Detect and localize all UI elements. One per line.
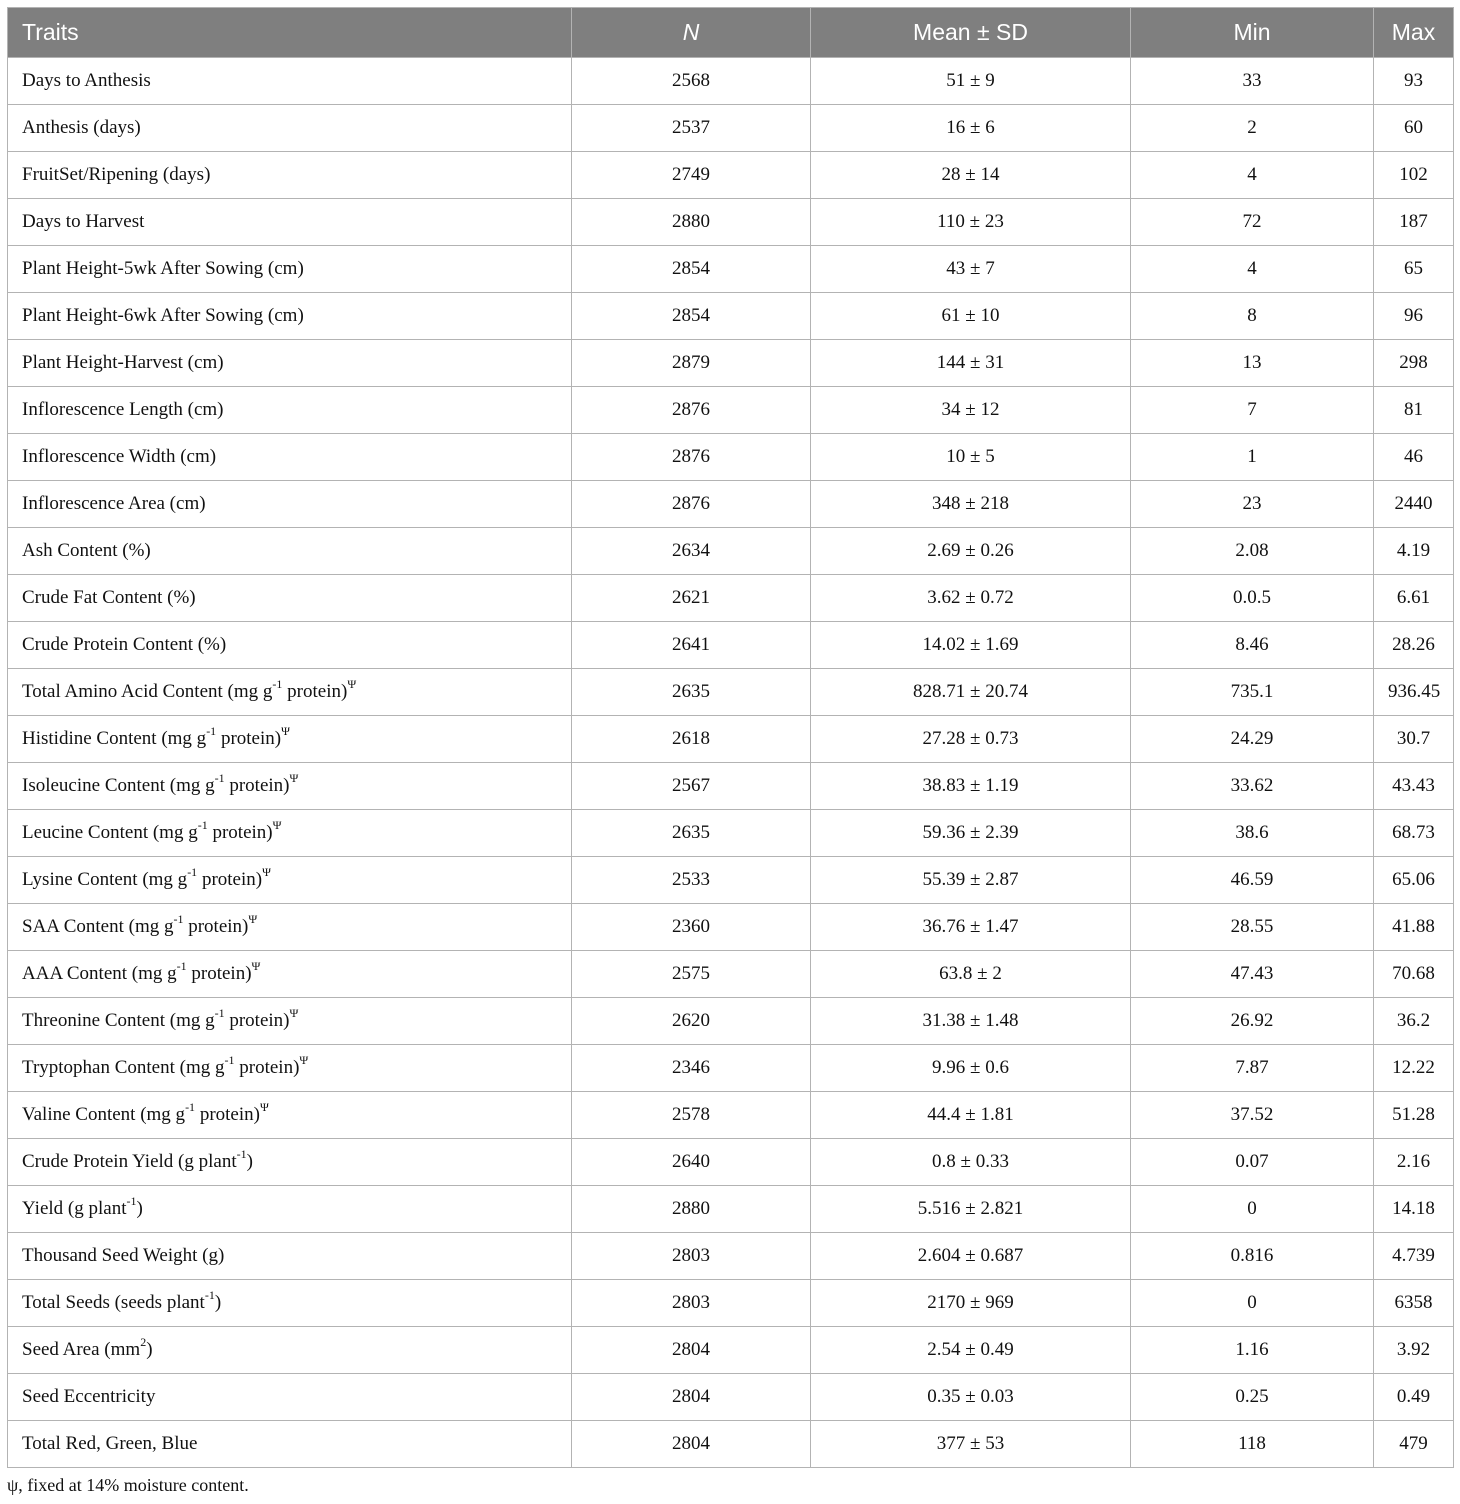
trait-superscript: -1 xyxy=(126,1193,137,1208)
cell-mean-sd: 377 ± 53 xyxy=(811,1421,1131,1468)
cell-n: 2533 xyxy=(572,857,811,904)
cell-mean-sd: 828.71 ± 20.74 xyxy=(811,669,1131,716)
cell-trait xyxy=(8,763,572,810)
cell-n: 2621 xyxy=(572,575,811,622)
cell-max: 36.2 xyxy=(1374,998,1454,1045)
trait-footnote-mark: Ψ xyxy=(299,1052,309,1067)
trait-text-rest: protein) xyxy=(183,916,249,937)
cell-min: 8.46 xyxy=(1131,622,1374,669)
cell-n: 2804 xyxy=(572,1421,811,1468)
cell-min: 28.55 xyxy=(1131,904,1374,951)
cell-max: 68.73 xyxy=(1374,810,1454,857)
cell-min: 1 xyxy=(1131,434,1374,481)
cell-trait xyxy=(8,481,572,528)
cell-n: 2854 xyxy=(572,246,811,293)
cell-min: 33 xyxy=(1131,58,1374,105)
trait-text: Crude Protein Yield (g plant xyxy=(22,1151,237,1172)
trait-superscript: -1 xyxy=(187,864,198,879)
table-row xyxy=(8,904,1454,951)
cell-min: 118 xyxy=(1131,1421,1374,1468)
cell-mean-sd: 59.36 ± 2.39 xyxy=(811,810,1131,857)
cell-trait xyxy=(8,810,572,857)
cell-trait xyxy=(8,857,572,904)
cell-n: 2575 xyxy=(572,951,811,998)
cell-min: 4 xyxy=(1131,152,1374,199)
cell-max: 65.06 xyxy=(1374,857,1454,904)
cell-mean-sd: 38.83 ± 1.19 xyxy=(811,763,1131,810)
trait-text-rest: protein) xyxy=(224,1010,290,1031)
cell-n: 2537 xyxy=(572,105,811,152)
cell-mean-sd: 110 ± 23 xyxy=(811,199,1131,246)
cell-trait xyxy=(8,340,572,387)
cell-max: 46 xyxy=(1374,434,1454,481)
trait-text: AAA Content (mg g xyxy=(22,963,177,984)
cell-n: 2876 xyxy=(572,434,811,481)
cell-max: 298 xyxy=(1374,340,1454,387)
table-row xyxy=(8,1045,1454,1092)
trait-footnote-mark: Ψ xyxy=(259,1099,269,1114)
cell-n: 2879 xyxy=(572,340,811,387)
cell-min: 735.1 xyxy=(1131,669,1374,716)
trait-text: Crude Fat Content (%) xyxy=(22,587,196,608)
header-n: N xyxy=(572,8,811,58)
trait-text: Total Seeds (seeds plant xyxy=(22,1292,205,1313)
trait-text-rest: protein) xyxy=(234,1057,300,1078)
cell-mean-sd: 55.39 ± 2.87 xyxy=(811,857,1131,904)
cell-max: 96 xyxy=(1374,293,1454,340)
cell-min: 72 xyxy=(1131,199,1374,246)
trait-text: Total Red, Green, Blue xyxy=(22,1433,198,1454)
cell-max: 4.739 xyxy=(1374,1233,1454,1280)
cell-mean-sd: 28 ± 14 xyxy=(811,152,1131,199)
cell-max: 60 xyxy=(1374,105,1454,152)
cell-n: 2880 xyxy=(572,199,811,246)
cell-min: 1.16 xyxy=(1131,1327,1374,1374)
cell-trait xyxy=(8,716,572,763)
cell-max: 14.18 xyxy=(1374,1186,1454,1233)
header-max: Max xyxy=(1374,8,1454,58)
trait-text-rest: protein) xyxy=(282,681,348,702)
cell-n: 2634 xyxy=(572,528,811,575)
cell-n: 2620 xyxy=(572,998,811,1045)
cell-trait xyxy=(8,387,572,434)
table-row xyxy=(8,998,1454,1045)
trait-text: Histidine Content (mg g xyxy=(22,728,207,749)
header-traits: Traits xyxy=(8,8,572,58)
trait-text: Isoleucine Content (mg g xyxy=(22,775,215,796)
table-row xyxy=(8,1327,1454,1374)
cell-trait xyxy=(8,58,572,105)
trait-text: Seed Area (mm xyxy=(22,1339,141,1360)
cell-min: 38.6 xyxy=(1131,810,1374,857)
cell-n: 2880 xyxy=(572,1186,811,1233)
table-row xyxy=(8,199,1454,246)
cell-max: 70.68 xyxy=(1374,951,1454,998)
cell-mean-sd: 14.02 ± 1.69 xyxy=(811,622,1131,669)
cell-mean-sd: 9.96 ± 0.6 xyxy=(811,1045,1131,1092)
trait-text-rest: protein) xyxy=(195,1104,260,1125)
table-row xyxy=(8,434,1454,481)
trait-superscript: -1 xyxy=(272,676,283,691)
trait-superscript: -1 xyxy=(197,817,208,832)
cell-mean-sd: 27.28 ± 0.73 xyxy=(811,716,1131,763)
cell-mean-sd: 34 ± 12 xyxy=(811,387,1131,434)
trait-superscript: -1 xyxy=(173,911,184,926)
cell-mean-sd: 5.516 ± 2.821 xyxy=(811,1186,1131,1233)
trait-text-rest: protein) xyxy=(224,775,290,796)
cell-max: 28.26 xyxy=(1374,622,1454,669)
trait-superscript: 2 xyxy=(140,1334,147,1349)
trait-text-rest: protein) xyxy=(216,728,282,749)
table-row xyxy=(8,340,1454,387)
cell-max: 2440 xyxy=(1374,481,1454,528)
trait-superscript: -1 xyxy=(214,770,225,785)
table-row xyxy=(8,481,1454,528)
trait-footnote-mark: Ψ xyxy=(262,864,271,879)
cell-n: 2360 xyxy=(572,904,811,951)
cell-n: 2641 xyxy=(572,622,811,669)
cell-mean-sd: 2.604 ± 0.687 xyxy=(811,1233,1131,1280)
table-row xyxy=(8,1139,1454,1186)
cell-max: 3.92 xyxy=(1374,1327,1454,1374)
trait-superscript: -1 xyxy=(236,1146,247,1161)
cell-n: 2749 xyxy=(572,152,811,199)
trait-footnote-mark: Ψ xyxy=(347,676,357,691)
trait-text-rest: protein) xyxy=(197,869,263,890)
table-header-row xyxy=(8,8,1454,58)
trait-text: Inflorescence Width (cm) xyxy=(22,446,217,467)
trait-text: Crude Protein Content (%) xyxy=(22,634,227,655)
cell-mean-sd: 0.8 ± 0.33 xyxy=(811,1139,1131,1186)
cell-min: 46.59 xyxy=(1131,857,1374,904)
cell-trait xyxy=(8,1045,572,1092)
cell-mean-sd: 43 ± 7 xyxy=(811,246,1131,293)
cell-mean-sd: 2170 ± 969 xyxy=(811,1280,1131,1327)
trait-footnote-mark: Ψ xyxy=(272,817,282,832)
table-row xyxy=(8,810,1454,857)
cell-mean-sd: 2.69 ± 0.26 xyxy=(811,528,1131,575)
cell-mean-sd: 0.35 ± 0.03 xyxy=(811,1374,1131,1421)
cell-trait xyxy=(8,1374,572,1421)
cell-trait xyxy=(8,199,572,246)
trait-text: Tryptophan Content (mg g xyxy=(22,1057,225,1078)
cell-max: 65 xyxy=(1374,246,1454,293)
cell-mean-sd: 61 ± 10 xyxy=(811,293,1131,340)
cell-max: 4.19 xyxy=(1374,528,1454,575)
table-row xyxy=(8,1233,1454,1280)
cell-mean-sd: 36.76 ± 1.47 xyxy=(811,904,1131,951)
cell-n: 2803 xyxy=(572,1280,811,1327)
cell-trait xyxy=(8,669,572,716)
cell-trait xyxy=(8,904,572,951)
table-row xyxy=(8,1092,1454,1139)
cell-max: 102 xyxy=(1374,152,1454,199)
table-row xyxy=(8,1421,1454,1468)
cell-min: 47.43 xyxy=(1131,951,1374,998)
trait-text: Plant Height-5wk After Sowing (cm) xyxy=(22,258,304,279)
trait-text: Inflorescence Length (cm) xyxy=(22,399,224,420)
cell-max: 936.45 xyxy=(1374,669,1454,716)
cell-max: 6358 xyxy=(1374,1280,1454,1327)
trait-text-rest: ) xyxy=(136,1198,143,1219)
table-row xyxy=(8,622,1454,669)
trait-text-rest: ) xyxy=(246,1151,253,1172)
cell-n: 2804 xyxy=(572,1327,811,1374)
trait-text: Plant Height-6wk After Sowing (cm) xyxy=(22,305,304,326)
cell-min: 0 xyxy=(1131,1186,1374,1233)
table-row xyxy=(8,575,1454,622)
trait-text: Days to Anthesis xyxy=(22,70,151,91)
cell-max: 0.49 xyxy=(1374,1374,1454,1421)
trait-text: Leucine Content (mg g xyxy=(22,822,198,843)
trait-superscript: -1 xyxy=(206,723,217,738)
cell-min: 37.52 xyxy=(1131,1092,1374,1139)
trait-footnote-mark: Ψ xyxy=(251,958,261,973)
cell-max: 41.88 xyxy=(1374,904,1454,951)
cell-trait xyxy=(8,575,572,622)
cell-mean-sd: 16 ± 6 xyxy=(811,105,1131,152)
cell-n: 2568 xyxy=(572,58,811,105)
cell-trait xyxy=(8,1092,572,1139)
cell-mean-sd: 144 ± 31 xyxy=(811,340,1131,387)
cell-n: 2635 xyxy=(572,810,811,857)
table-row xyxy=(8,528,1454,575)
trait-superscript: -1 xyxy=(224,1052,235,1067)
table-row xyxy=(8,58,1454,105)
cell-trait xyxy=(8,1327,572,1374)
cell-n: 2346 xyxy=(572,1045,811,1092)
trait-text: Seed Eccentricity xyxy=(22,1386,156,1407)
trait-superscript: -1 xyxy=(176,958,187,973)
trait-superscript: -1 xyxy=(185,1099,196,1114)
trait-text: Days to Harvest xyxy=(22,211,145,232)
cell-max: 187 xyxy=(1374,199,1454,246)
cell-min: 0.0.5 xyxy=(1131,575,1374,622)
cell-min: 13 xyxy=(1131,340,1374,387)
cell-n: 2618 xyxy=(572,716,811,763)
trait-footnote-mark: Ψ xyxy=(289,1005,299,1020)
table-footnote: ψ, fixed at 14% moisture content. xyxy=(7,1475,249,1495)
cell-trait xyxy=(8,1139,572,1186)
traits-table xyxy=(7,7,1454,1468)
cell-trait xyxy=(8,528,572,575)
cell-n: 2854 xyxy=(572,293,811,340)
trait-text: Thousand Seed Weight (g) xyxy=(22,1245,225,1266)
cell-max: 93 xyxy=(1374,58,1454,105)
cell-n: 2635 xyxy=(572,669,811,716)
table-row xyxy=(8,152,1454,199)
table-container xyxy=(7,7,1453,1468)
table-row xyxy=(8,669,1454,716)
cell-mean-sd: 3.62 ± 0.72 xyxy=(811,575,1131,622)
cell-trait xyxy=(8,1186,572,1233)
table-row xyxy=(8,857,1454,904)
header-min: Min xyxy=(1131,8,1374,58)
cell-min: 23 xyxy=(1131,481,1374,528)
cell-trait xyxy=(8,105,572,152)
cell-trait xyxy=(8,951,572,998)
cell-max: 81 xyxy=(1374,387,1454,434)
cell-n: 2640 xyxy=(572,1139,811,1186)
trait-footnote-mark: Ψ xyxy=(289,770,299,785)
trait-text: Yield (g plant xyxy=(22,1198,127,1219)
trait-text: Plant Height-Harvest (cm) xyxy=(22,352,224,373)
trait-text: Lysine Content (mg g xyxy=(22,869,188,890)
trait-text: Valine Content (mg g xyxy=(22,1104,186,1125)
cell-min: 2.08 xyxy=(1131,528,1374,575)
trait-text-rest: ) xyxy=(214,1292,222,1313)
trait-text: SAA Content (mg g xyxy=(22,916,174,937)
cell-min: 33.62 xyxy=(1131,763,1374,810)
cell-min: 24.29 xyxy=(1131,716,1374,763)
trait-text: Anthesis (days) xyxy=(22,117,141,138)
cell-trait xyxy=(8,1233,572,1280)
cell-mean-sd: 31.38 ± 1.48 xyxy=(811,998,1131,1045)
trait-text-rest: protein) xyxy=(207,822,273,843)
table-row xyxy=(8,951,1454,998)
trait-text: Total Amino Acid Content (mg g xyxy=(22,681,273,702)
cell-min: 0.07 xyxy=(1131,1139,1374,1186)
cell-mean-sd: 2.54 ± 0.49 xyxy=(811,1327,1131,1374)
cell-n: 2578 xyxy=(572,1092,811,1139)
cell-min: 0.816 xyxy=(1131,1233,1374,1280)
cell-trait xyxy=(8,246,572,293)
cell-n: 2876 xyxy=(572,481,811,528)
cell-min: 8 xyxy=(1131,293,1374,340)
cell-trait xyxy=(8,622,572,669)
trait-text: FruitSet/Ripening (days) xyxy=(22,164,211,185)
cell-trait xyxy=(8,998,572,1045)
table-row xyxy=(8,763,1454,810)
cell-min: 7 xyxy=(1131,387,1374,434)
cell-max: 2.16 xyxy=(1374,1139,1454,1186)
trait-footnote-mark: Ψ xyxy=(281,723,290,738)
table-row xyxy=(8,716,1454,763)
cell-max: 30.7 xyxy=(1374,716,1454,763)
cell-min: 7.87 xyxy=(1131,1045,1374,1092)
cell-mean-sd: 63.8 ± 2 xyxy=(811,951,1131,998)
cell-mean-sd: 10 ± 5 xyxy=(811,434,1131,481)
cell-trait xyxy=(8,1421,572,1468)
header-mean-sd: Mean ± SD xyxy=(811,8,1131,58)
trait-superscript: -1 xyxy=(204,1287,215,1302)
cell-min: 4 xyxy=(1131,246,1374,293)
table-row xyxy=(8,246,1454,293)
cell-trait xyxy=(8,152,572,199)
cell-min: 2 xyxy=(1131,105,1374,152)
table-row xyxy=(8,105,1454,152)
cell-min: 26.92 xyxy=(1131,998,1374,1045)
cell-mean-sd: 44.4 ± 1.81 xyxy=(811,1092,1131,1139)
table-body xyxy=(8,58,1454,1468)
cell-max: 479 xyxy=(1374,1421,1454,1468)
cell-n: 2567 xyxy=(572,763,811,810)
cell-max: 43.43 xyxy=(1374,763,1454,810)
table-row xyxy=(8,387,1454,434)
cell-trait xyxy=(8,434,572,481)
cell-mean-sd: 51 ± 9 xyxy=(811,58,1131,105)
cell-n: 2876 xyxy=(572,387,811,434)
cell-trait xyxy=(8,293,572,340)
cell-mean-sd: 348 ± 218 xyxy=(811,481,1131,528)
table-row xyxy=(8,1280,1454,1327)
trait-text-rest: ) xyxy=(146,1339,153,1360)
cell-max: 12.22 xyxy=(1374,1045,1454,1092)
cell-min: 0 xyxy=(1131,1280,1374,1327)
table-row xyxy=(8,1186,1454,1233)
cell-max: 6.61 xyxy=(1374,575,1454,622)
trait-text: Inflorescence Area (cm) xyxy=(22,493,206,514)
trait-text-rest: protein) xyxy=(186,963,252,984)
cell-max: 51.28 xyxy=(1374,1092,1454,1139)
cell-min: 0.25 xyxy=(1131,1374,1374,1421)
table-row xyxy=(8,1374,1454,1421)
trait-superscript: -1 xyxy=(214,1005,225,1020)
cell-n: 2803 xyxy=(572,1233,811,1280)
trait-text: Threonine Content (mg g xyxy=(22,1010,215,1031)
cell-n: 2804 xyxy=(572,1374,811,1421)
table-row xyxy=(8,293,1454,340)
trait-text: Ash Content (%) xyxy=(22,540,151,561)
trait-footnote-mark: Ψ xyxy=(248,911,258,926)
cell-trait xyxy=(8,1280,572,1327)
